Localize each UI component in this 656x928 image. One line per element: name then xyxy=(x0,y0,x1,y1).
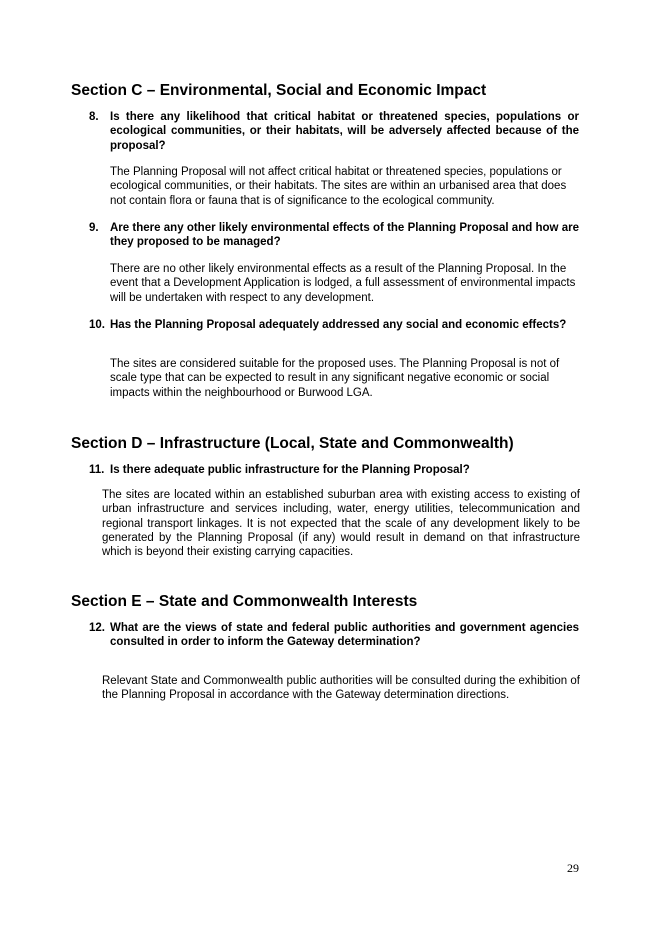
answer-8: The Planning Proposal will not affect critical habitat or threatened species, populations or ecological communities, or their habitats. The sites are within an urbanised area that does not contain flora or fauna that is of significance to the ecological community. xyxy=(110,166,567,207)
section-c-heading: Section C – Environmental, Social and Economic Impact xyxy=(71,82,487,99)
answer-11: The sites are located within an established suburban area with existing access to existing of urban infrastructure and services including, water, energy utilities, telecommunication and regional transport linkages. It is not expected that the scale of any development likely to be generated by the Planning Proposal (if any) would result in demand on that infrastructure which is beyond their existing carrying capacities. xyxy=(102,489,580,559)
question-9 xyxy=(89,221,579,250)
section-e-heading: Section E – State and Commonwealth Interests xyxy=(71,593,418,610)
question-11-text: Is there adequate public infrastructure for the Planning Proposal? xyxy=(110,464,470,476)
question-11-number: 11. xyxy=(89,464,105,476)
question-9-number: 9. xyxy=(89,222,99,234)
question-12 xyxy=(89,621,579,650)
question-10-number: 10. xyxy=(89,319,105,331)
question-10 xyxy=(89,318,579,332)
answer-10: The sites are considered suitable for the proposed uses. The Planning Proposal is not of scale type that can be expected to result in any significant negative economic or social impacts within the neighbourhood or Burwood LGA. xyxy=(110,358,560,399)
section-d-heading: Section D – Infrastructure (Local, State and Commonwealth) xyxy=(71,435,514,452)
answer-12: Relevant State and Commonwealth public authorities will be consulted during the exhibition of the Planning Proposal in accordance with the Gateway determination directions. xyxy=(102,675,580,702)
page-number: 29 xyxy=(567,861,579,875)
question-8-number: 8. xyxy=(89,111,99,123)
question-8 xyxy=(89,110,579,153)
question-12-text: What are the views of state and federal public authorities and government agencies consulted in order to inform the Gateway determination? xyxy=(110,622,579,649)
question-12-number: 12. xyxy=(89,622,105,634)
question-10-text: Has the Planning Proposal adequately addressed any social and economic effects? xyxy=(110,319,567,331)
answer-9: There are no other likely environmental effects as a result of the Planning Proposal. In the event that a Development Application is lodged, a full assessment of environmental impacts will be undertaken with respect to any development. xyxy=(110,263,576,304)
question-8-text: Is there any likelihood that critical habitat or threatened species, populations or ecological communities, or their habitats, will be adversely affected because of the proposal? xyxy=(110,111,579,152)
question-11 xyxy=(89,463,579,477)
question-9-text: Are there any other likely environmental effects of the Planning Proposal and how are they proposed to be managed? xyxy=(110,222,579,249)
